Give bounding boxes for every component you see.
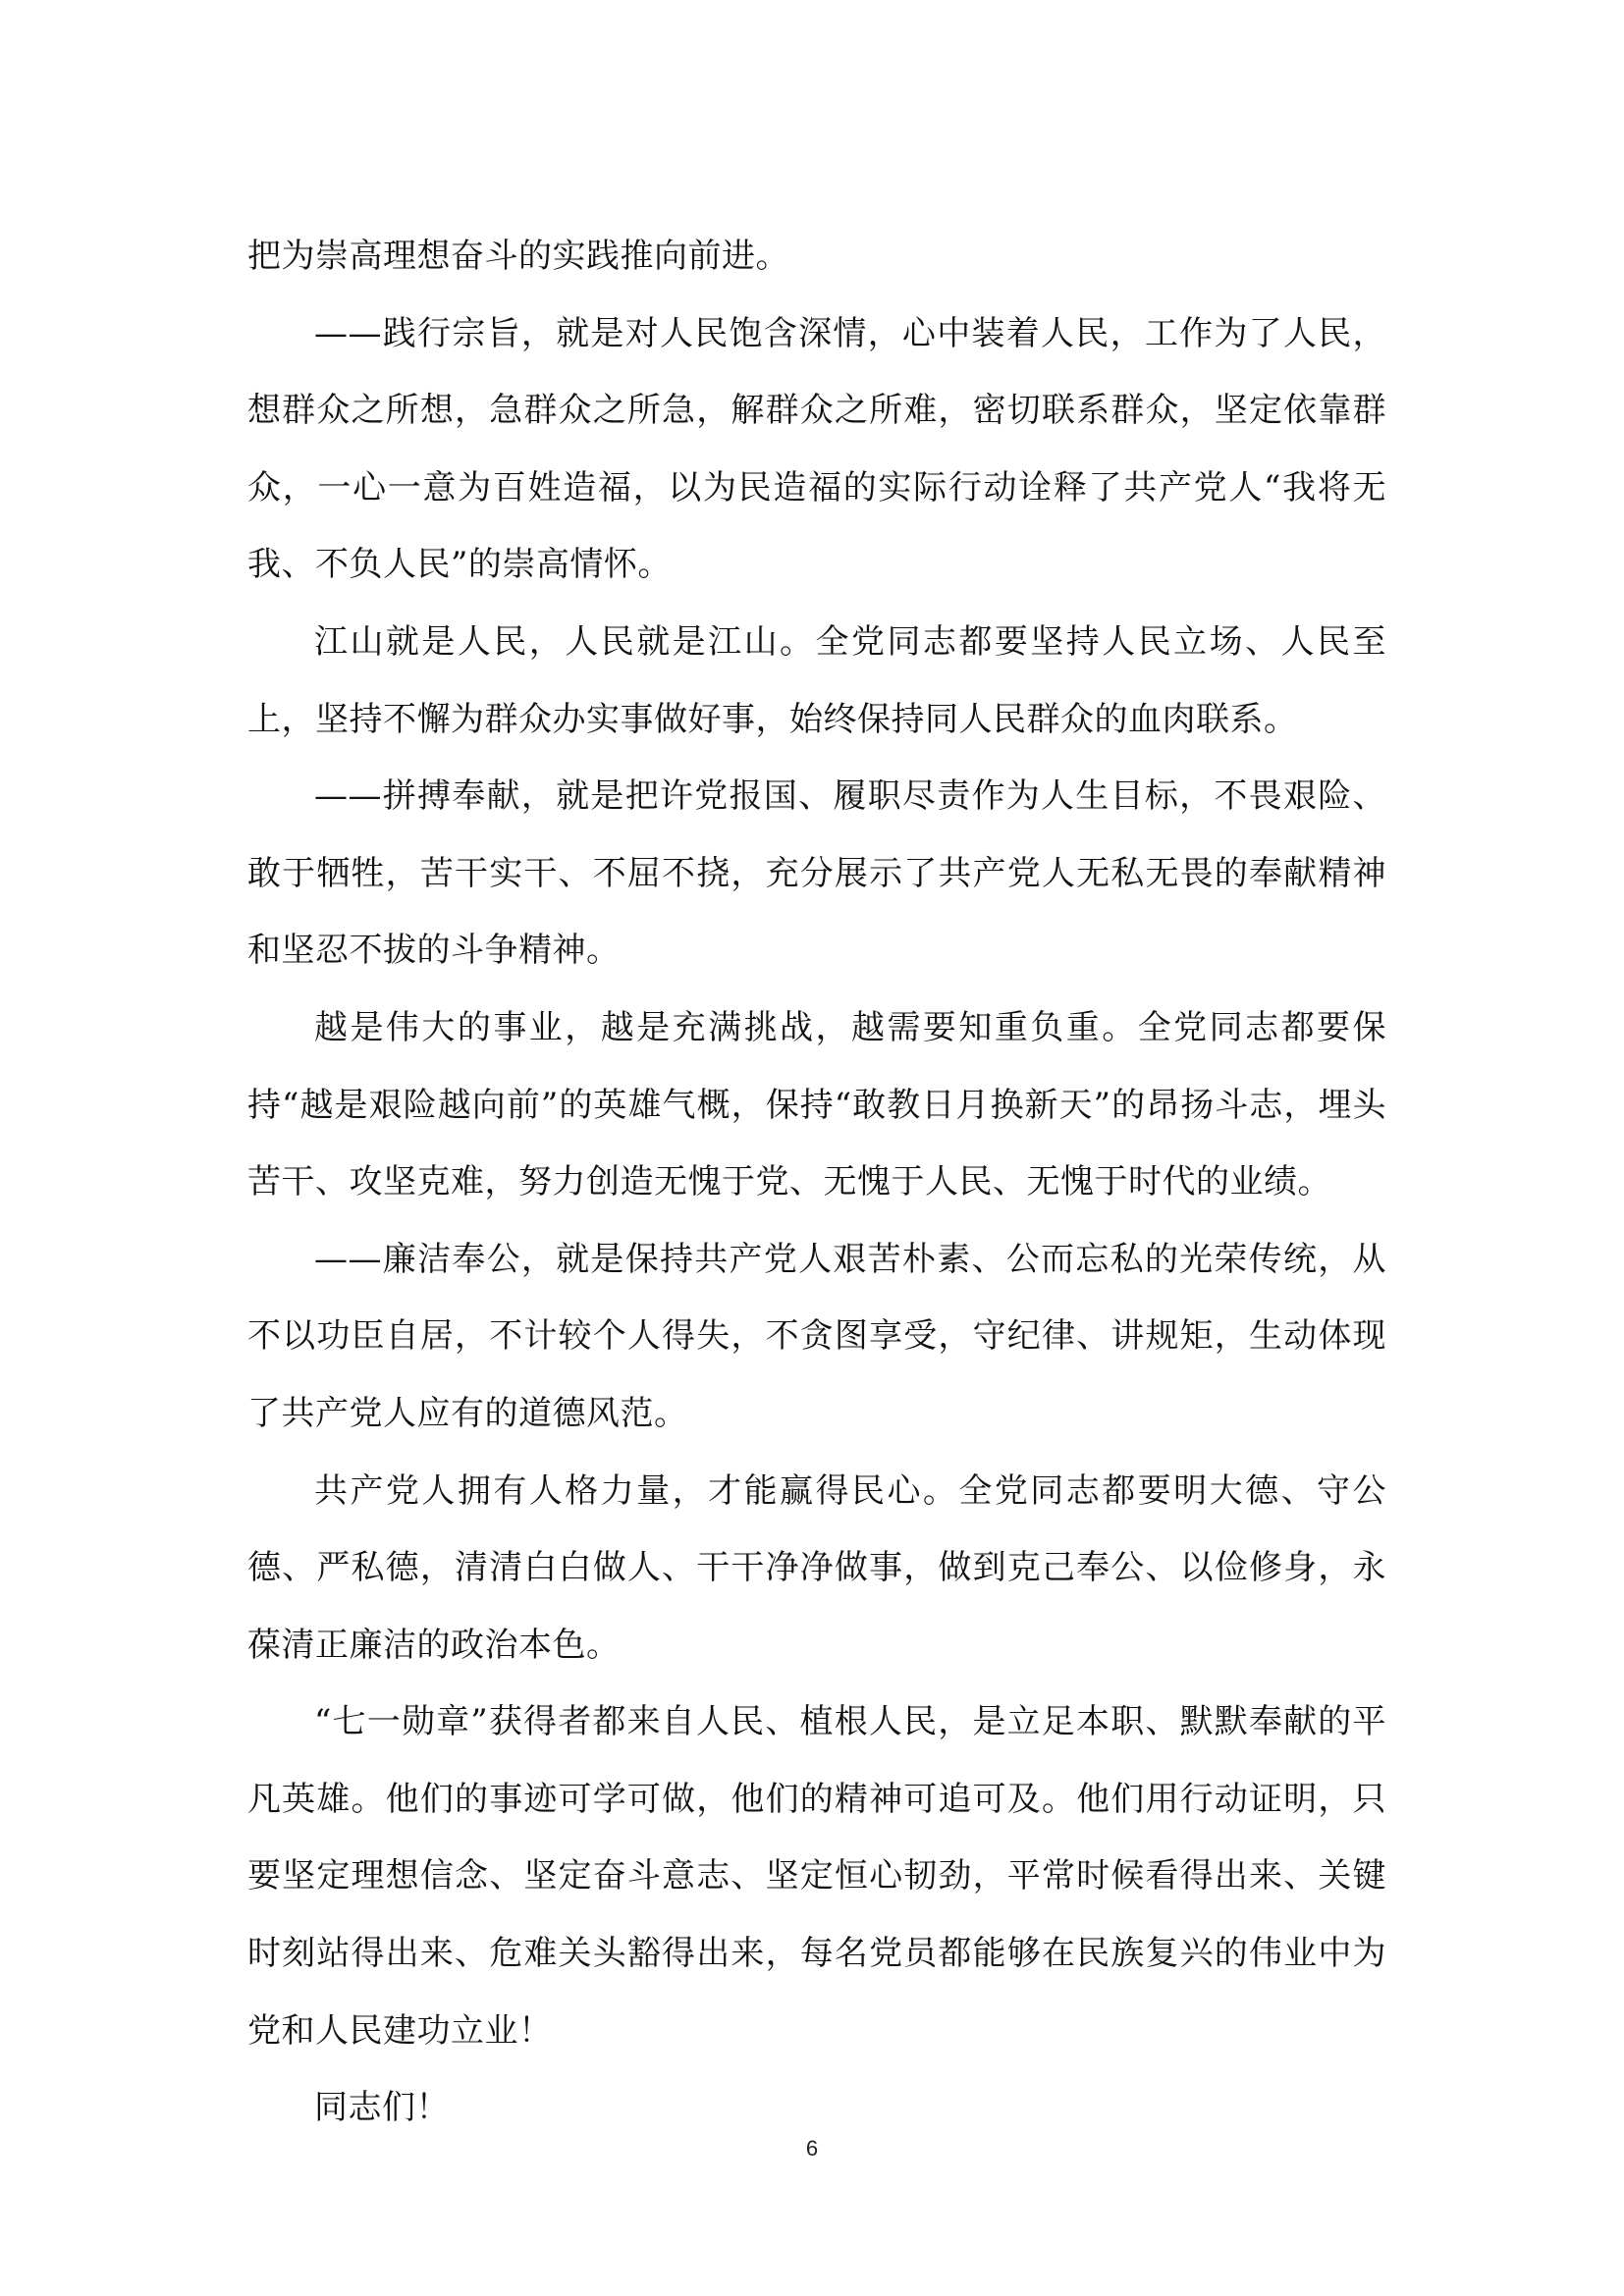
paragraph-people-are-the-country: 江山就是人民，人民就是江山。全党同志都要坚持人民立场、人民至上，坚持不懈为群众办实事做好事，始终保持同人民群众的血肉联系。	[247, 621, 1386, 739]
paragraph-moral-strength: 共产党人拥有人格力量，才能赢得民心。全党同志都要明大德、守公德、严私德，清清白白做人、干干净净做事，做到克己奉公、以俭修身，永葆清正廉洁的政治本色。	[247, 1470, 1386, 1665]
paragraph-dedication: ——拼搏奉献，就是把许党报国、履职尽责作为人生目标，不畏艰险、敢于牺牲，苦干实干、不屈不挠，充分展示了共产党人无私无畏的奉献精神和坚忍不拔的斗争精神。	[247, 776, 1386, 971]
paragraph-great-cause: 越是伟大的事业，越是充满挑战，越需要知重负重。全党同志都要保持“越是艰险越向前”的英雄气概，保持“敢教日月换新天”的昂扬斗志，埋头苦干、攻坚克难，努力创造无愧于党、无愧于人民、无愧于时代的业绩。	[247, 1007, 1386, 1202]
paragraph-comrades: 同志们！	[314, 2088, 450, 2128]
paragraph-serve-the-people: ——践行宗旨，就是对人民饱含深情，心中装着人民，工作为了人民，想群众之所想，急群众之所急，解群众之所难，密切联系群众，坚定依靠群众，一心一意为百姓造福，以为民造福的实际行动诠释了共产党人“我将无我、不负人民”的崇高情怀。	[247, 313, 1386, 585]
paragraph-integrity: ——廉洁奉公，就是保持共产党人艰苦朴素、公而忘私的光荣传统，从不以功臣自居，不计较个人得失，不贪图享受，守纪律、讲规矩，生动体现了共产党人应有的道德风范。	[247, 1239, 1386, 1433]
paragraph-continuation: 把为崇高理想奋斗的实践推向前进。	[247, 237, 789, 276]
document-body	[247, 218, 1386, 2147]
paragraph-medal-recipients: “七一勋章”获得者都来自人民、植根人民，是立足本职、默默奉献的平凡英雄。他们的事迹可学可做，他们的精神可追可及。他们用行动证明，只要坚定理想信念、坚定奋斗意志、坚定恒心韧劲，平常时候看得出来、关键时刻站得出来、危难关头豁得出来，每名党员都能够在民族复兴的伟业中为党和人民建功立业！	[247, 1702, 1386, 2051]
page-number: 6	[805, 2136, 819, 2161]
